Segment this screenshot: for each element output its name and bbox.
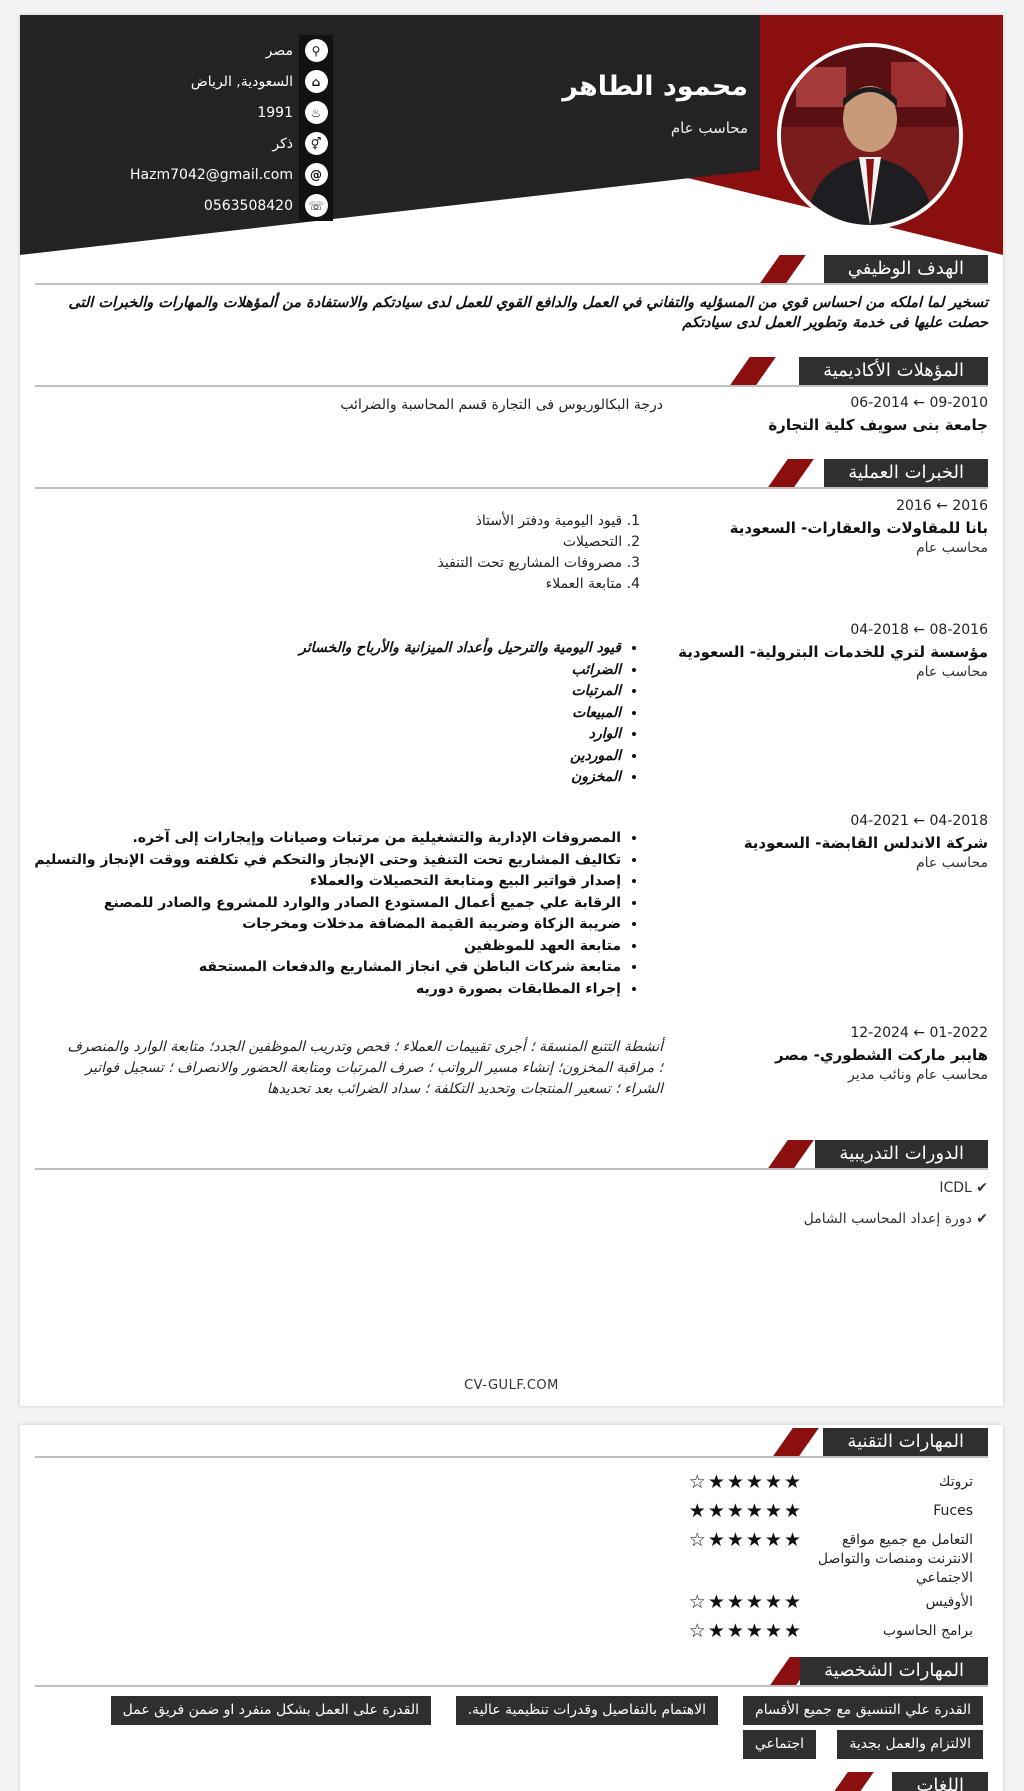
education-degree: درجة البكالوريوس فى التجارة قسم المحاسبة والضرائب: [340, 397, 663, 413]
list-item: • إجراء المطابقات بصورة دوريه: [34, 979, 621, 1001]
skill-row: [523, 1593, 973, 1612]
candidate-job-title: محاسب عام: [670, 119, 748, 137]
skill-tag: الالتزام والعمل بجدية: [837, 1730, 983, 1759]
list-item: • المصروفات الإدارية والتشغيلية من مرتبات وصيانات وإيجارات إلى آخره.: [34, 828, 621, 850]
objective-text: تسخير لما املكه من احساس قوي من المسؤليه والتفاني في العمل والدافع القوي للعمل لدى سيادتكم والاستفادة من ألمؤهلات والمهارات والخبرات التى حصلت عليها فى خدمة وتطوير العمل لدى سيادتكم: [68, 295, 988, 331]
job-duties-list: [299, 638, 643, 789]
email-icon: @: [299, 159, 333, 190]
skill-tag: القدرة على العمل بشكل منفرد او ضمن فريق عمل: [111, 1696, 431, 1725]
section-title: الخبرات العملية: [824, 459, 988, 487]
skill-row: [523, 1622, 973, 1641]
birthday-cake-icon: ♨: [299, 97, 333, 128]
job-duties-list: [34, 828, 643, 1000]
section-title: المؤهلات الأكاديمية: [799, 357, 988, 385]
list-item: • الرقابة علي جميع أعمال المستودع الصادر والوارد للمشروع والصادر للمصنع: [34, 893, 621, 915]
skill-row: [523, 1531, 973, 1588]
contact-birth-year: ♨ 1991: [130, 97, 333, 128]
section-languages-header: [35, 1772, 988, 1791]
list-item: 3. مصروفات المشاريع تحت التنفيذ: [437, 555, 640, 571]
skill-tag: القدرة علي التنسيق مع جميع الأقسام: [743, 1696, 983, 1725]
job-dates: 08-2016 ← 04-2018: [850, 622, 988, 638]
skill-name: الأوفيس: [925, 1594, 973, 1610]
section-education-header: [35, 357, 988, 385]
list-item: • إصدار فواتير البيع ومتابعة التحصيلات والعملاء: [34, 871, 621, 893]
skill-name: Fuces: [933, 1503, 973, 1519]
checkmark-icon: ✔: [976, 1180, 988, 1196]
skill-name: التعامل مع جميع مواقع الانترنت ومنصات والتواصل الاجتماعي: [817, 1532, 973, 1586]
home-icon: ⌂: [299, 66, 333, 97]
phone-icon: ☏: [299, 190, 333, 221]
contact-address: ⌂ السعودية, الرياض: [130, 66, 333, 97]
star-rating: ★★★★★☆: [688, 1591, 803, 1613]
job-description: أنشطة التتبع المنسقة ؛ أجرى تقييمات العملاء ؛ فحص وتدريب الموظفين الجدد؛ متابعة الوارد والمنصرف ؛ مراقبة المخزون؛ إنشاء مسير الرواتب ؛ صرف المرتبات ومتابعة الحضور والانصراف ؛ تسجيل فواتير الشراء ؛ تسعير المنتجات وتحديد التكلفة ؛ سداد الضرائب بعد تحديدها: [67, 1039, 663, 1097]
job-company: بانا للمقاولات والعقارات- السعودية: [729, 519, 988, 537]
list-item: • الموردين: [299, 746, 621, 768]
job-dates: 04-2018 ← 04-2021: [850, 813, 988, 829]
section-title: المهارات التقنية: [823, 1428, 988, 1456]
section-technical-skills-header: [35, 1428, 988, 1456]
job-role: محاسب عام ونائب مدير: [848, 1067, 988, 1083]
gender-icon: ⚥: [299, 128, 333, 159]
list-item: • الضرائب: [299, 660, 621, 682]
list-item: 2. التحصيلات: [562, 534, 640, 550]
section-title: الهدف الوظيفي: [824, 255, 988, 283]
cv-page-2: [20, 1425, 1003, 1791]
list-item: • المخزون: [299, 767, 621, 789]
job-role: محاسب عام: [915, 664, 988, 680]
contact-phone[interactable]: ☏ 0563508420: [130, 190, 333, 221]
job-company: هايبر ماركت الشطوري- مصر: [774, 1046, 988, 1064]
list-item: • المبيعات: [299, 703, 621, 725]
skill-tag: الاهتمام بالتفاصيل وقدرات تنظيمية عالية.: [456, 1696, 718, 1725]
section-title: الدورات التدريبية: [815, 1140, 988, 1168]
list-item: • تكاليف المشاريع تحت التنفيذ وحتى الإنجاز والتحكم في تكلفته ووقت الإنجاز والتسليم: [34, 850, 621, 872]
location-pin-icon: ⚲: [299, 35, 333, 66]
star-rating: ★★★★★☆: [688, 1620, 803, 1642]
contact-email[interactable]: @ Hazm7042@gmail.com: [130, 159, 333, 190]
star-rating: ★★★★★★: [688, 1500, 803, 1522]
job-role: محاسب عام: [915, 540, 988, 556]
star-rating: ★★★★★☆: [688, 1471, 803, 1493]
section-objective-header: [35, 255, 988, 283]
section-title: المهارات الشخصية: [800, 1657, 988, 1685]
job-dates: 2016 ← 2016: [896, 498, 988, 514]
job-duties-list: [438, 511, 641, 595]
footer-site-name: CV-GULF.COM: [464, 1378, 559, 1393]
cv-page-1: [20, 15, 1003, 1406]
section-training-header: [35, 1140, 988, 1168]
contact-location: ⚲ مصر: [130, 35, 333, 66]
contact-list: [130, 35, 333, 221]
list-item: • ضريبة الزكاة وضريبة القيمة المضافة مدخلات ومخرجات: [34, 914, 621, 936]
list-item: • قيود اليومية والترحيل وأعداد الميزانية والأرباح والخسائر: [299, 638, 621, 660]
list-item: 4. متابعة العملاء: [545, 576, 640, 592]
list-item: 1. قيود اليومية ودفتر الأستاذ: [475, 513, 640, 529]
list-item: • الوارد: [299, 724, 621, 746]
education-dates: 09-2010 ← 06-2014: [850, 395, 988, 411]
skill-name: برامج الحاسوب: [882, 1623, 973, 1639]
list-item: • متابعة شركات الباطن في انجاز المشاريع والدفعات المستحقه: [34, 957, 621, 979]
skill-name: تروتك: [938, 1474, 973, 1490]
checkmark-icon: ✔: [976, 1211, 988, 1227]
job-dates: 01-2022 ← 12-2024: [850, 1025, 988, 1041]
section-title: اللغات: [892, 1772, 988, 1791]
list-item: • المرتبات: [299, 681, 621, 703]
skill-row: [523, 1473, 973, 1492]
training-item: ✔ ICDL: [939, 1180, 988, 1196]
education-institution: جامعة بنى سويف كلية التجارة: [768, 416, 988, 434]
star-rating: ★★★★★☆: [688, 1529, 803, 1551]
candidate-name: محمود الطاهر: [562, 71, 748, 102]
skill-row: [523, 1502, 973, 1521]
training-item: ✔ دورة إعداد المحاسب الشامل: [803, 1211, 988, 1227]
contact-gender: ⚥ ذكر: [130, 128, 333, 159]
section-experience-header: [35, 459, 988, 487]
profile-photo: [777, 43, 963, 229]
job-company: مؤسسة لتري للخدمات البترولية- السعودية: [678, 643, 988, 661]
list-item: • متابعة العهد للموظفين: [34, 936, 621, 958]
job-company: شركة الاندلس القابضة- السعودية: [743, 834, 988, 852]
section-personal-skills-header: [35, 1657, 988, 1685]
skill-tag: اجتماعي: [743, 1730, 816, 1759]
job-role: محاسب عام: [915, 855, 988, 871]
